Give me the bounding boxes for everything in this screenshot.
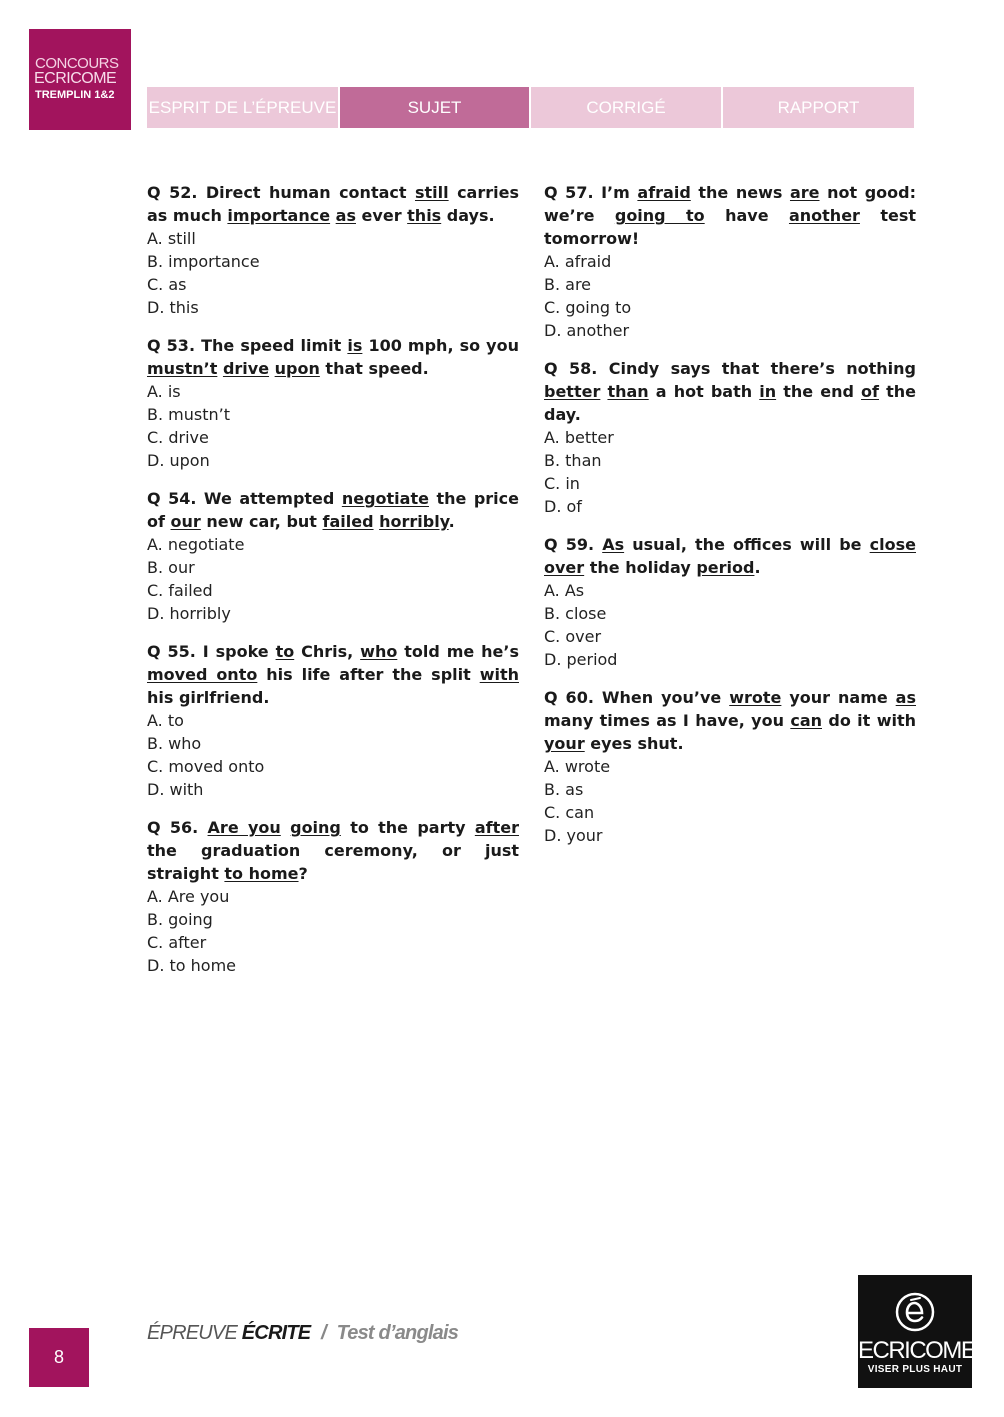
question-text-segment: the day. [544, 382, 916, 424]
underlined-word: Are you [207, 818, 281, 837]
question-text-segment: a hot bath [648, 382, 760, 401]
logo-line-ecricome: ECRICOME [34, 70, 117, 87]
question-block [147, 816, 519, 977]
question-text-segment: ever [355, 206, 408, 225]
page-number: 8 [29, 1328, 89, 1387]
question-block [544, 686, 916, 847]
underlined-word: close [869, 535, 916, 554]
question-text-segment: your name [781, 688, 896, 707]
question-text-segment: ? [298, 864, 308, 883]
answer-option: D. another [544, 321, 630, 340]
question-text-segment: that speed. [319, 359, 429, 378]
underlined-word: going to [614, 206, 705, 225]
section-tabs [147, 87, 914, 128]
underlined-word: better [544, 382, 601, 401]
question-text-segment [281, 818, 290, 837]
question-text-segment: the graduation ceremony, or just straight [147, 841, 519, 883]
question-block [147, 334, 519, 472]
answer-option: C. after [147, 933, 207, 952]
question-text-segment: Chris, [294, 642, 361, 661]
question-text-segment: eyes shut. [584, 734, 684, 753]
underlined-word: upon [274, 359, 320, 378]
underlined-word: our [170, 512, 201, 531]
ecricome-e-icon [894, 1291, 936, 1333]
answer-option: C. drive [147, 428, 209, 447]
answer-option: B. are [544, 275, 592, 294]
question-block [544, 533, 916, 671]
underlined-word: over [544, 558, 585, 577]
question-block [544, 357, 916, 518]
question-text-segment: do it with [822, 711, 916, 730]
question-text-segment: days. [441, 206, 495, 225]
underlined-word: as [335, 206, 356, 225]
logo-line-tremplin: TREMPLIN 1&2 [35, 89, 115, 101]
question-text-segment: Q 53. The speed limit [147, 336, 348, 355]
answer-option: A. better [544, 428, 614, 447]
question-text-segment: Q 52. Direct human contact [147, 183, 415, 202]
question-text-segment: his girlfriend. [147, 688, 270, 707]
answer-option: B. our [147, 558, 195, 577]
answer-option: B. close [544, 604, 607, 623]
question-text-segment: told me he’s [397, 642, 520, 661]
underlined-word: your [544, 734, 585, 753]
answer-option: B. as [544, 780, 584, 799]
question-text-segment: . [448, 512, 455, 531]
underlined-word: after [474, 818, 519, 837]
underlined-word: as [895, 688, 916, 707]
footer-subject: Test d’anglais [336, 1322, 459, 1344]
question-text [147, 334, 519, 380]
underlined-word: mustn’t [147, 359, 218, 378]
tab-corrige[interactable]: CORRIGÉ [531, 87, 721, 128]
question-text [544, 686, 916, 755]
question-text-segment: new car, but [200, 512, 323, 531]
question-text-segment: many times as I have, you [544, 711, 791, 730]
underlined-word: are [789, 183, 820, 202]
underlined-word: in [759, 382, 777, 401]
question-text-segment: to the party [340, 818, 475, 837]
question-text-segment: Q 54. We attempted [147, 489, 342, 508]
underlined-word: who [360, 642, 398, 661]
concours-logo [29, 29, 131, 130]
answer-option: B. who [147, 734, 202, 753]
question-text-segment: . [754, 558, 761, 577]
underlined-word: still [414, 183, 449, 202]
answer-option: C. in [544, 474, 580, 493]
question-text-segment: the holiday [584, 558, 697, 577]
question-text-segment: test tomorrow! [544, 206, 917, 248]
answer-option: A. wrote [544, 757, 611, 776]
underlined-word: As [602, 535, 625, 554]
question-text-segment: have [704, 206, 789, 225]
footer-title [147, 1322, 458, 1345]
question-text [544, 533, 916, 579]
underlined-word: moved onto [147, 665, 258, 684]
tab-rapport[interactable]: RAPPORT [723, 87, 914, 128]
brand-tagline: VISER PLUS HAUT [867, 1364, 963, 1375]
question-text-segment: Q 55. I spoke [147, 642, 276, 661]
footer-word-ecrite: ÉCRITE [241, 1322, 311, 1344]
answer-option: A. negotiate [147, 535, 245, 554]
answer-option: C. going to [544, 298, 632, 317]
question-text-segment: usual, the offices will be [624, 535, 870, 554]
question-block [147, 487, 519, 625]
underlined-word: to [275, 642, 295, 661]
question-block [147, 640, 519, 801]
underlined-word: wrote [729, 688, 782, 707]
underlined-word: failed [322, 512, 374, 531]
answer-option: C. over [544, 627, 602, 646]
brand-name: ECRICOME [858, 1337, 976, 1364]
question-text [147, 816, 519, 885]
answer-option: D. horribly [147, 604, 231, 623]
tab-sujet[interactable]: SUJET [340, 87, 529, 128]
question-text-segment: the news [690, 183, 790, 202]
question-text-segment: not good: we’re [544, 183, 916, 225]
underlined-word: importance [227, 206, 331, 225]
answer-option: B. than [544, 451, 602, 470]
question-text-segment: Q 59. [544, 535, 603, 554]
answer-option: D. of [544, 497, 582, 516]
answer-option: A. As [544, 581, 585, 600]
underlined-word: afraid [637, 183, 691, 202]
questions-right-column [544, 181, 916, 862]
answer-option: C. moved onto [147, 757, 265, 776]
footer-separator: / [321, 1322, 326, 1344]
footer-word-epreuve: ÉPREUVE [147, 1322, 237, 1344]
questions-left-column [147, 181, 519, 992]
answer-option: A. still [147, 229, 196, 248]
answer-option: A. is [147, 382, 181, 401]
underlined-word: is [347, 336, 363, 355]
question-block [147, 181, 519, 319]
underlined-word: horribly [379, 512, 449, 531]
answer-option: D. your [544, 826, 603, 845]
question-text-segment: carries as much [147, 183, 519, 225]
answer-option: B. going [147, 910, 213, 929]
question-text-segment: Q 57. I’m [544, 183, 638, 202]
underlined-word: another [788, 206, 860, 225]
underlined-word: period [696, 558, 755, 577]
answer-option: D. this [147, 298, 199, 317]
logo-line-concours: CONCOURS [35, 55, 119, 72]
tab-esprit-epreuve[interactable]: ESPRIT DE L’ÉPREUVE [147, 87, 338, 128]
underlined-word: with [479, 665, 519, 684]
answer-option: D. upon [147, 451, 210, 470]
underlined-word: this [407, 206, 442, 225]
answer-option: D. to home [147, 956, 236, 975]
question-text [544, 181, 916, 250]
question-text-segment: the end [776, 382, 862, 401]
question-text [147, 181, 519, 227]
question-text-segment: his life after the split [257, 665, 480, 684]
answer-option: A. to [147, 711, 184, 730]
answer-option: D. period [544, 650, 618, 669]
question-text-segment: the price of [147, 489, 519, 531]
answer-option: B. importance [147, 252, 260, 271]
answer-option: D. with [147, 780, 204, 799]
underlined-word: drive [222, 359, 270, 378]
question-text-segment: 100 mph, so you [362, 336, 519, 355]
underlined-word: can [790, 711, 822, 730]
question-text [147, 640, 519, 709]
answer-option: C. failed [147, 581, 213, 600]
question-text [147, 487, 519, 533]
question-text-segment: Q 56. [147, 818, 208, 837]
underlined-word: than [607, 382, 649, 401]
answer-option: C. can [544, 803, 595, 822]
question-text [544, 357, 916, 426]
underlined-word: negotiate [341, 489, 429, 508]
answer-option: A. afraid [544, 252, 612, 271]
underlined-word: to home [224, 864, 299, 883]
answer-option: B. mustn’t [147, 405, 230, 424]
ecricome-brand-logo [858, 1275, 976, 1388]
answer-option: C. as [147, 275, 187, 294]
question-text-segment: Q 60. When you’ve [544, 688, 730, 707]
underlined-word: of [861, 382, 879, 401]
question-text-segment: Q 58. Cindy says that there’s nothing [544, 359, 916, 378]
answer-option: A. Are you [147, 887, 230, 906]
question-block [544, 181, 916, 342]
underlined-word: going [290, 818, 341, 837]
